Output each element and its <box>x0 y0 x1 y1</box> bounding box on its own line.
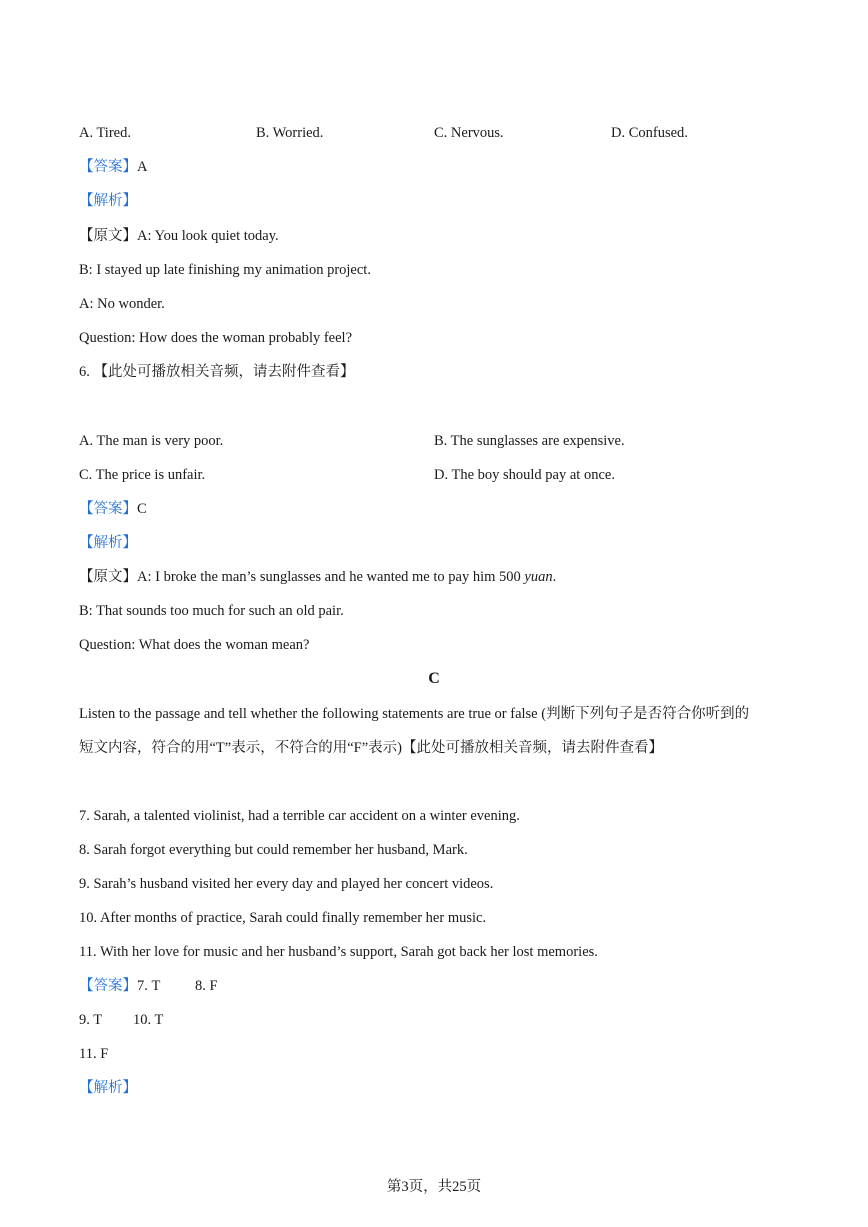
answer-value: C <box>137 501 147 517</box>
section-answer-row-1 <box>79 977 160 995</box>
statement-9: 9. Sarah’s husband visited her every day and played her concert videos. <box>79 876 494 892</box>
answer-tag: 【答案】 <box>79 159 137 175</box>
q6-analysis-tag: 【解析】 <box>79 535 137 551</box>
answer-9: 9. T <box>79 1012 103 1028</box>
statement-7: 7. Sarah, a talented violinist, had a terrible car accident on a winter evening. <box>79 808 520 824</box>
q6-answer <box>79 500 147 518</box>
q5-script-line-3: A: No wonder. <box>79 296 165 312</box>
q5-script-line-2: B: I stayed up late finishing my animation project. <box>79 262 371 278</box>
section-title: C <box>428 670 440 687</box>
q5-answer <box>79 158 147 176</box>
statement-8: 8. Sarah forgot everything but could remember her husband, Mark. <box>79 842 468 858</box>
q5-option-b: B. Worried. <box>256 125 324 141</box>
section-instructions-1: Listen to the passage and tell whether the following statements are true or false (判断下列句子是否符合你听到的 <box>79 706 750 722</box>
answer-tag: 【答案】 <box>79 978 137 994</box>
statement-10: 10. After months of practice, Sarah could finally remember her music. <box>79 910 487 926</box>
source-tag: 【原文】 <box>79 228 137 244</box>
script-text: A: I broke the man’s sunglasses and he wanted me to pay him 500 <box>137 569 525 585</box>
page-footer: 第3页，共25页 <box>386 1179 482 1195</box>
q6-heading: 6. 【此处可播放相关音频，请去附件查看】 <box>79 364 355 380</box>
answer-11: 11. F <box>79 1046 109 1062</box>
q6-script-line-1 <box>79 568 556 586</box>
section-instructions-2: 短文内容，符合的用“T”表示，不符合的用“F”表示)【此处可播放相关音频，请去附件查看】 <box>79 740 663 756</box>
q6-question: Question: What does the woman mean? <box>79 637 310 653</box>
q6-script-line-2: B: That sounds too much for such an old pair. <box>79 603 344 619</box>
q6-option-d: D. The boy should pay at once. <box>434 467 615 483</box>
q5-script-line-1 <box>79 227 279 245</box>
answer-value: A <box>137 159 148 175</box>
q6-option-c: C. The price is unfair. <box>79 467 206 483</box>
answer-tag: 【答案】 <box>79 501 137 517</box>
q6-option-b: B. The sunglasses are expensive. <box>434 433 625 449</box>
q5-option-d: D. Confused. <box>611 125 688 141</box>
q6-option-a: A. The man is very poor. <box>79 433 224 449</box>
q5-option-a: A. Tired. <box>79 125 131 141</box>
answer-7: 7. T <box>137 978 161 994</box>
script-end: . <box>552 569 557 585</box>
source-tag: 【原文】 <box>79 569 137 585</box>
answer-8: 8. F <box>195 978 218 994</box>
script-text: A: You look quiet today. <box>137 228 279 244</box>
q5-question: Question: How does the woman probably feel? <box>79 330 353 346</box>
section-analysis-tag: 【解析】 <box>79 1080 137 1096</box>
script-italic: yuan <box>524 569 553 585</box>
q5-option-c: C. Nervous. <box>434 125 504 141</box>
statement-11: 11. With her love for music and her husband’s support, Sarah got back her lost memories. <box>79 944 598 960</box>
q5-analysis-tag: 【解析】 <box>79 193 137 209</box>
answer-10: 10. T <box>133 1012 164 1028</box>
